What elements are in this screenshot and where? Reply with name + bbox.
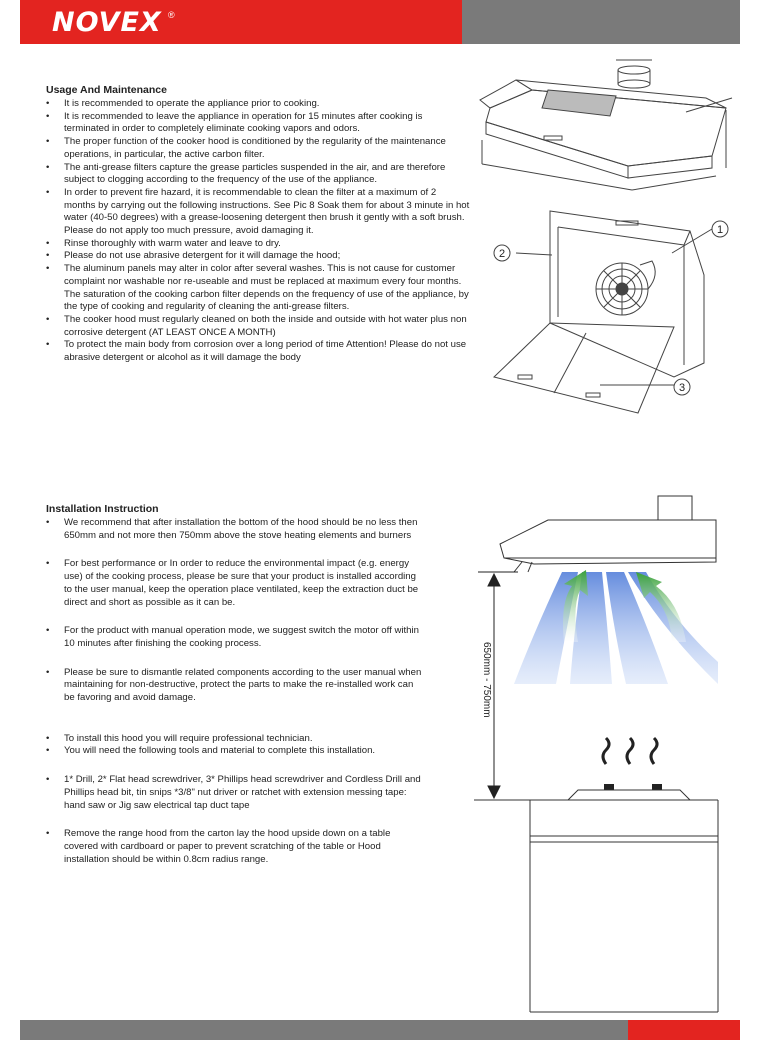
installation-height-figure <box>474 492 740 1016</box>
usage-item: • In order to prevent fire hazard, it is recommendable to clean the filter at a maximum of 2 months by carrying out the following instructions. See Pic 8 Soak them for about 3 minute in hot water (40-50 degrees) with a grease-loosening detergent then brush it gently with a soft brush. Please do not apply too much pressure, avoid damaging it. <box>46 187 470 238</box>
usage-item: • Please do not use abrasive detergent for it will damage the hood; <box>46 250 470 263</box>
usage-item: • The aluminum panels may alter in color after several washes. This is not cause for customer complaint nor washable nor re-useable and must be replaced at maximum every four months. The saturation of the cooking carbon filter depends on the frequency of use of the appliance, by the type of cooking and regularity of cleaning the anti-grease filters. <box>46 263 470 314</box>
usage-item: • To protect the main body from corrosion over a long period of time Attention! Please do not use abrasive detergent or alcohol as it will damage the body <box>46 339 470 364</box>
installation-title: Installation Instruction <box>46 503 159 515</box>
usage-item: • It is recommended to operate the appliance prior to cooking. <box>46 98 470 111</box>
installation-item: • For the product with manual operation mode, we suggest switch the motor off within 10 minutes after finishing the cooking process. <box>46 625 426 650</box>
hood-side-view <box>500 496 716 572</box>
usage-list <box>46 98 470 365</box>
cooktop <box>568 790 690 800</box>
installation-item: • You will need the following tools and material to complete this installation. <box>46 745 426 758</box>
usage-item: • Rinse thoroughly with warm water and leave to dry. <box>46 238 470 251</box>
hood-outline-figure <box>476 50 740 200</box>
header-grey-band <box>462 0 740 44</box>
callout-2: 2 <box>498 248 506 260</box>
usage-item: • The proper function of the cooker hood is conditioned by the regularity of the maintenance operations, in particular, the active carbon filter. <box>46 136 470 161</box>
footer-grey-band <box>20 1020 628 1040</box>
smoke-icon <box>603 738 657 764</box>
hood-filter-figure <box>490 205 740 425</box>
installation-item: • 1* Drill, 2* Flat head screwdriver, 3* Phillips head screwdriver and Cordless Drill and Phillips head bit, tin snips *3/8" nut driver or ratchet with extension messing tape: hand saw or Jig saw electrical tap duct tape <box>46 774 426 812</box>
usage-item: • The cooker hood must regularly cleaned on both the inside and outside with hot water plus non corrosive detergent (AT LEAST ONCE A MONTH) <box>46 314 470 339</box>
brand-logo: NOVEX <box>52 7 162 38</box>
cabinet <box>474 800 718 1012</box>
chimney-top <box>618 66 650 74</box>
usage-item: • The anti-grease filters capture the grease particles suspended in the air, and are therefore subject to clogging according to the frequency of the use of the appliance. <box>46 162 470 187</box>
fan-icon <box>596 261 655 315</box>
footer-red-band <box>628 1020 740 1040</box>
usage-title: Usage And Maintenance <box>46 84 167 96</box>
installation-item: • Remove the range hood from the carton lay the hood upside down on a table covered with cardboard or paper to prevent scratching of the table or Hood installation should be within 0.8cm radius range. <box>46 828 426 866</box>
vent-grill <box>542 90 616 116</box>
installation-list <box>46 517 426 882</box>
callout-3: 3 <box>678 382 686 394</box>
installation-item: • Please be sure to dismantle related components according to the user manual when maintaining for non-destructive, protect the parts to make the re-installed work can be favoring and avoid damage. <box>46 667 426 705</box>
callout-1: 1 <box>716 224 724 236</box>
installation-item: • For best performance or In order to reduce the environmental impact (e.g. energy use) of the cooking process, please be sure that your product is installed according to the user manual, keep the operation place ventilated, keep the extraction duct be direct and short as possible as it can be. <box>46 558 426 609</box>
installation-item: • We recommend that after installation the bottom of the hood should be no less then 650mm and not more then 750mm above the stove heating elements and burners <box>46 517 426 542</box>
airflow-graphic <box>514 572 718 684</box>
registered-mark: ® <box>168 10 175 20</box>
height-label: 650mm - 750mm <box>481 642 492 718</box>
usage-item: • It is recommended to leave the appliance in operation for 15 minutes after cooking is terminated in order to completely eliminate cooking vapors and odors. <box>46 111 470 136</box>
installation-item: • To install this hood you will require professional technician. <box>46 733 426 746</box>
